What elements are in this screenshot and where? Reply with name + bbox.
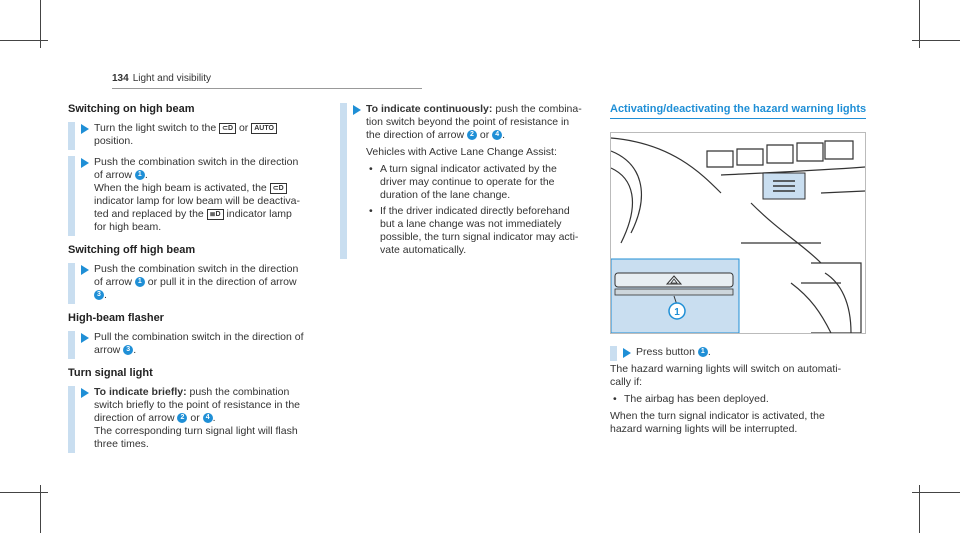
text: for high beam. bbox=[94, 221, 162, 233]
heading-flasher: High-beam flasher bbox=[68, 312, 164, 324]
step-turn-switch bbox=[68, 122, 330, 148]
text: Press button bbox=[636, 346, 695, 358]
text: indicator lamp bbox=[226, 208, 292, 220]
text: possible, the turn signal indicator may acti- bbox=[380, 231, 579, 243]
text: The corresponding turn signal light will flash bbox=[94, 425, 298, 437]
text: push the combination bbox=[189, 386, 290, 398]
text: vate automatically. bbox=[380, 244, 467, 256]
text: • If the driver indicated directly beforehand bbox=[380, 205, 570, 217]
text: . bbox=[212, 412, 216, 424]
low-beam-icon: ⊂D bbox=[219, 123, 236, 134]
text: duration of the lane change. bbox=[380, 189, 511, 201]
text: . bbox=[144, 169, 148, 181]
marker-3: 3 bbox=[94, 290, 104, 300]
high-beam-icon: ≣D bbox=[207, 209, 224, 220]
text: position. bbox=[94, 135, 134, 147]
marker-4: 4 bbox=[492, 130, 502, 140]
marker-4: 4 bbox=[203, 413, 213, 423]
text: or bbox=[479, 129, 490, 141]
step-arrow-icon bbox=[81, 158, 89, 168]
heading-turn-signal: Turn signal light bbox=[68, 367, 153, 379]
marker-3: 3 bbox=[123, 345, 133, 355]
column-right bbox=[610, 103, 872, 119]
step-arrow-icon bbox=[81, 265, 89, 275]
step-arrow-icon bbox=[81, 388, 89, 398]
crop-mark bbox=[0, 40, 48, 41]
text: . bbox=[104, 289, 107, 301]
column-right-body bbox=[610, 346, 872, 440]
text: cally if: bbox=[610, 376, 643, 388]
heading-switching-on: Switching on high beam bbox=[68, 103, 195, 115]
text: . bbox=[707, 346, 711, 358]
text: switch briefly to the point of resistance in the bbox=[94, 399, 301, 411]
section-title: Light and visibility bbox=[132, 73, 212, 84]
text: The hazard warning lights will switch on automati- bbox=[610, 363, 842, 375]
text: . bbox=[502, 129, 506, 141]
auto-icon: AUTO bbox=[251, 123, 277, 134]
crop-mark bbox=[0, 492, 48, 493]
text: Vehicles with Active Lane Change Assist: bbox=[366, 146, 557, 158]
list-item bbox=[366, 163, 602, 202]
text: ted and replaced by the bbox=[94, 208, 204, 220]
marker-1: 1 bbox=[698, 347, 708, 357]
bold-label: To indicate continuously: bbox=[366, 103, 493, 115]
step-arrow-icon bbox=[353, 105, 361, 115]
dashboard-drawing bbox=[611, 133, 865, 333]
text: of arrow bbox=[94, 276, 132, 288]
marker-1: 1 bbox=[135, 277, 145, 287]
step-press-button bbox=[610, 346, 872, 359]
header-rule bbox=[112, 88, 422, 89]
text: The airbag has been deployed. bbox=[624, 393, 769, 405]
heading-switching-off: Switching off high beam bbox=[68, 244, 196, 256]
step-switch-off bbox=[68, 263, 330, 302]
text: direction of arrow bbox=[94, 412, 175, 424]
step-push-switch bbox=[68, 156, 330, 234]
column-middle bbox=[340, 103, 602, 265]
text: hazard warning lights will be interrupted. bbox=[610, 423, 798, 435]
crop-mark bbox=[912, 492, 960, 493]
text: Push the combination switch in the direction bbox=[94, 156, 299, 168]
marker-2: 2 bbox=[177, 413, 187, 423]
callout-1: 1 bbox=[674, 307, 680, 318]
paragraph bbox=[610, 410, 872, 436]
step-arrow-icon bbox=[81, 333, 89, 343]
text: or bbox=[238, 122, 249, 134]
step-indicate-continuously bbox=[340, 103, 602, 257]
column-left bbox=[68, 103, 330, 459]
text: push the combina- bbox=[495, 103, 582, 115]
list-item bbox=[366, 205, 602, 257]
paragraph bbox=[610, 363, 872, 389]
text: indicator lamp for low beam will be deactiva- bbox=[94, 195, 301, 207]
list-item bbox=[610, 393, 872, 406]
text: Push the combination switch in the direction bbox=[94, 263, 299, 275]
hazard-button-illustration bbox=[610, 132, 866, 334]
low-beam-icon: ⊂D bbox=[270, 183, 287, 194]
step-indicate-briefly bbox=[68, 386, 330, 451]
text: tion switch beyond the point of resistance in bbox=[366, 116, 570, 128]
text: When the turn signal indicator is activated, the bbox=[610, 410, 825, 422]
crop-mark bbox=[912, 40, 960, 41]
hazard-heading: Activating/deactivating the hazard warning lights bbox=[610, 103, 866, 119]
text: . bbox=[133, 344, 137, 356]
text: three times. bbox=[94, 438, 149, 450]
text: or bbox=[190, 412, 200, 424]
step-arrow-icon bbox=[81, 124, 89, 134]
marker-2: 2 bbox=[467, 130, 477, 140]
text: Pull the combination switch in the direction of bbox=[94, 331, 304, 343]
step-flasher bbox=[68, 331, 330, 357]
text: but a lane change was not immediately bbox=[380, 218, 562, 230]
text: or pull it in the direction of arrow bbox=[147, 276, 297, 288]
text: of arrow bbox=[94, 169, 132, 181]
page-header bbox=[112, 73, 211, 84]
text: When the high beam is activated, the bbox=[94, 182, 267, 194]
marker-1: 1 bbox=[135, 170, 145, 180]
page-number: 134 bbox=[112, 73, 129, 84]
text: arrow bbox=[94, 344, 121, 356]
text: Turn the light switch to the bbox=[94, 122, 217, 134]
text: driver may continue to operate for the bbox=[380, 176, 555, 188]
step-arrow-icon bbox=[623, 348, 631, 358]
text: the direction of arrow bbox=[366, 129, 465, 141]
text: • A turn signal indicator activated by the bbox=[380, 163, 557, 175]
bold-label: To indicate briefly: bbox=[94, 386, 187, 398]
